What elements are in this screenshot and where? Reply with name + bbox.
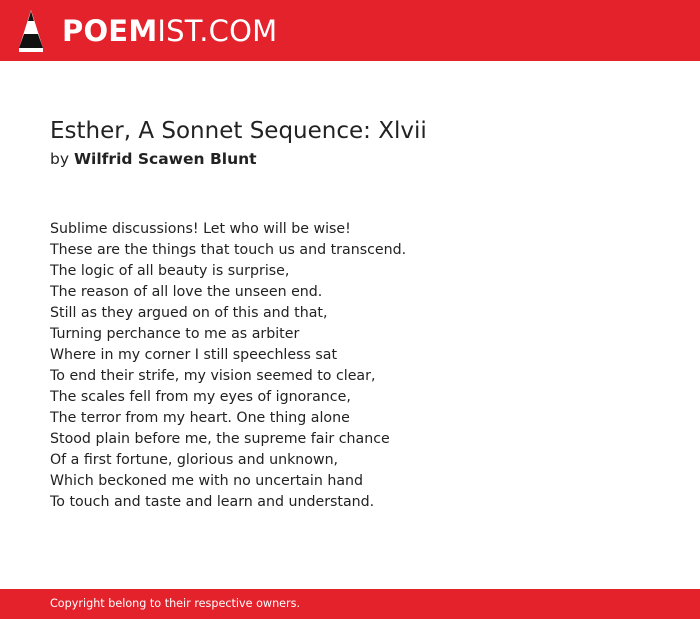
poem-line: These are the things that touch us and transcend. bbox=[50, 242, 407, 258]
poem-line: Sublime discussions! Let who will be wise! bbox=[50, 221, 351, 237]
poem-title: Esther, A Sonnet Sequence: Xlvii bbox=[50, 118, 427, 144]
poem-line: To touch and taste and learn and understand. bbox=[50, 494, 375, 510]
poem-line: Stood plain before me, the supreme fair chance bbox=[50, 431, 390, 447]
poem-byline bbox=[50, 149, 257, 169]
pencil-tip-icon bbox=[18, 10, 44, 52]
author-name: Wilfrid Scawen Blunt bbox=[73, 150, 257, 168]
poem-line: Still as they argued on of this and that, bbox=[50, 305, 328, 321]
site-footer bbox=[0, 589, 700, 619]
copyright-notice: Copyright belong to their respective owners. bbox=[50, 597, 301, 610]
poem-line: Turning perchance to me as arbiter bbox=[50, 326, 300, 342]
poem-line: The terror from my heart. One thing alone bbox=[50, 410, 350, 426]
site-header bbox=[0, 0, 700, 61]
poem-line: The scales fell from my eyes of ignorance, bbox=[50, 389, 351, 405]
poem-line: The reason of all love the unseen end. bbox=[50, 284, 323, 300]
poem-line: Where in my corner I still speechless sat bbox=[50, 347, 338, 363]
poem-line: Of a first fortune, glorious and unknown, bbox=[50, 452, 339, 468]
poem-line: The logic of all beauty is surprise, bbox=[50, 263, 290, 279]
brand-bold-text: POEM bbox=[62, 14, 158, 48]
poem-line: Which beckoned me with no uncertain hand bbox=[50, 473, 364, 489]
brand-light-text: IST.COM bbox=[157, 14, 278, 48]
site-logo[interactable] bbox=[62, 13, 277, 49]
poem-line: To end their strife, my vision seemed to clear, bbox=[50, 368, 376, 384]
poem-body bbox=[50, 219, 406, 513]
by-label: by bbox=[50, 150, 70, 168]
